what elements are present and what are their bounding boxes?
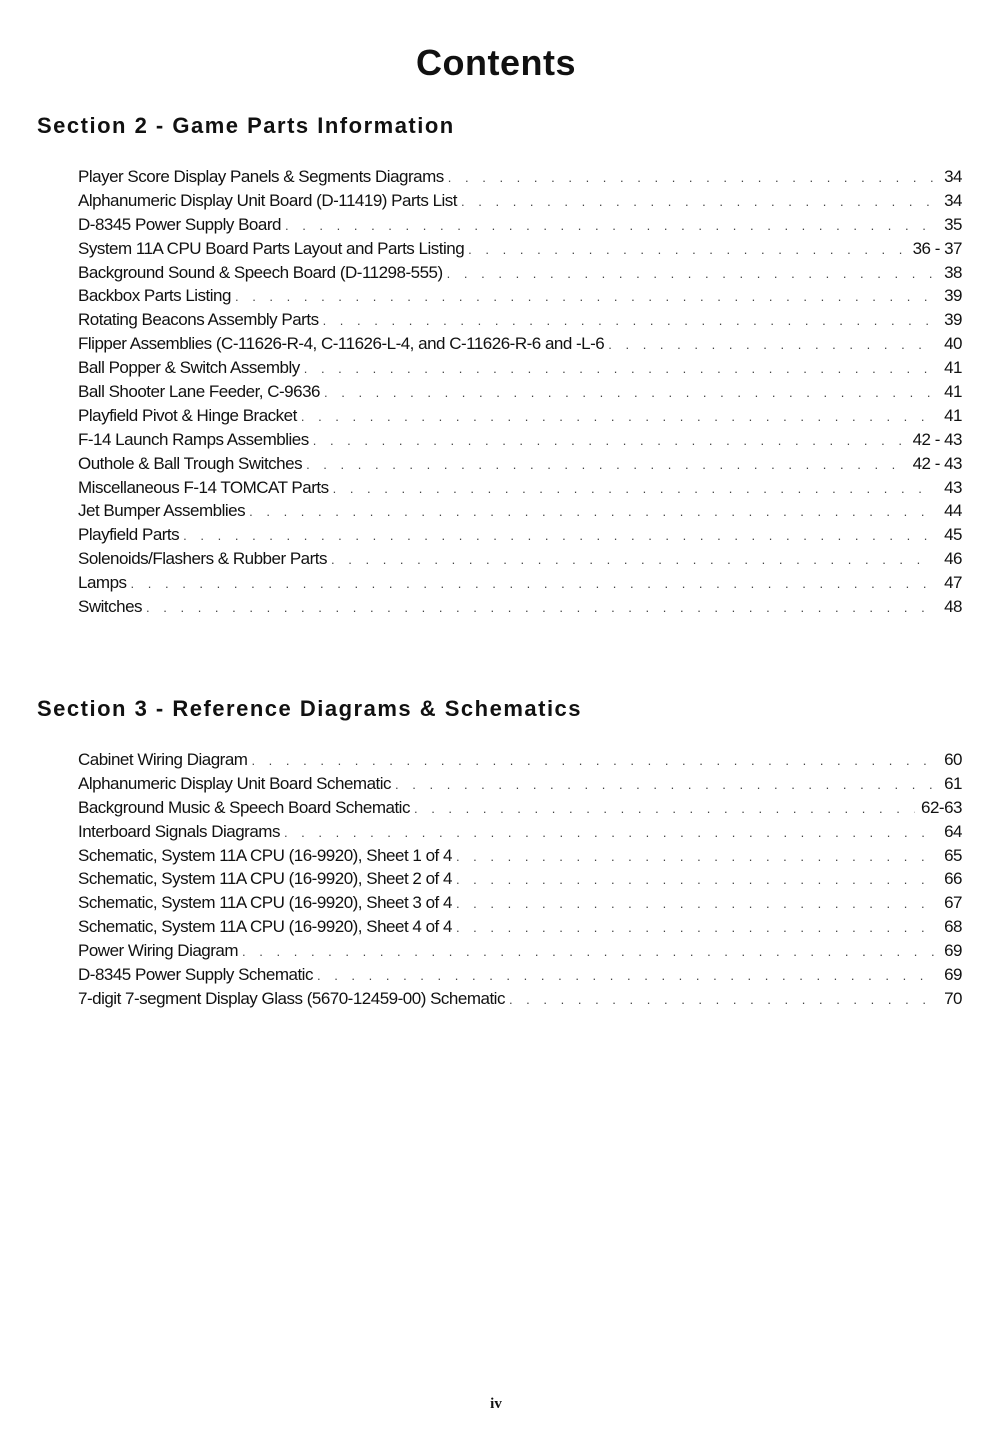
toc-entry-page: 69 [944,965,962,985]
toc-entry-title: Cabinet Wiring Diagram [78,750,248,769]
dot-leader [235,285,934,308]
toc-entry-page: 61 [944,773,962,793]
toc-entry-title: Playfield Pivot & Hinge Bracket [78,405,297,425]
toc-entry-title: Ball Shooter Lane Feeder, C-9636 [78,382,321,402]
toc-entry-page: 42 - 43 [912,453,962,473]
toc-entry-title: Interboard Signals Diagrams [78,821,280,841]
toc-entry-page: 60 [944,750,962,769]
toc-entry-page: 39 [944,310,962,330]
toc-entry-page: 70 [944,988,962,1008]
toc-entry-title: Outhole & Ball Trough Switches [78,453,303,473]
toc-entry-page: 43 [944,477,962,497]
toc-entry-title: D-8345 Power Supply Board [78,214,281,234]
toc-entry-title: Player Score Display Panels & Segments Diagrams [78,167,444,186]
dot-leader [456,892,934,915]
dot-leader [284,821,934,844]
toc-entry-title: Ball Popper & Switch Assembly [78,358,300,378]
toc-entry[interactable] [78,499,962,523]
dot-leader [301,405,934,428]
toc-entry[interactable] [78,189,962,213]
toc-entry-page: 62-63 [921,797,962,817]
toc-entry-page: 44 [944,501,962,521]
toc-entry-page: 34 [944,167,962,186]
toc-entry-title: Solenoids/Flashers & Rubber Parts [78,549,328,569]
dot-leader [456,868,934,891]
toc-entry-page: 45 [944,525,962,545]
toc-entry[interactable] [78,891,962,915]
section-3-heading: Section 3 - Reference Diagrams & Schematics [37,696,583,721]
page-title: Contents [416,42,576,83]
dot-leader [456,916,934,939]
toc-entry-title: F-14 Launch Ramps Assemblies [78,429,309,449]
dot-leader [285,214,934,237]
toc-entry-title: Schematic, System 11A CPU (16-9920), Sheet 3 of 4 [78,893,452,913]
toc-entry[interactable] [78,165,962,189]
toc-entry[interactable] [78,963,962,987]
toc-entry[interactable] [78,796,962,820]
dot-leader [608,333,934,356]
toc-entry[interactable] [78,939,962,963]
toc-entry[interactable] [78,844,962,868]
dot-leader [509,988,934,1011]
toc-entry[interactable] [78,213,962,237]
dot-leader [468,238,906,261]
dot-leader [313,429,907,452]
toc-entry[interactable] [78,452,962,476]
toc-entry-title: Switches [78,597,143,617]
toc-entry[interactable] [78,547,962,571]
toc-entry[interactable] [78,308,962,332]
dot-leader [414,797,915,820]
toc-entry-page: 41 [944,358,962,378]
dot-leader [317,964,934,987]
dot-leader [306,453,906,476]
dot-leader [461,190,934,213]
toc-entry-title: Schematic, System 11A CPU (16-9920), Sheet 2 of 4 [78,869,452,889]
toc-entry[interactable] [78,332,962,356]
toc-entry-page: 65 [944,845,962,865]
toc-entry-page: 34 [944,190,962,210]
page-number: iv [490,1396,502,1412]
toc-entry-title: Lamps [78,573,127,593]
toc-entry-page: 42 - 43 [912,429,962,449]
toc-entry[interactable] [78,428,962,452]
toc-entry-page: 40 [944,334,962,354]
toc-entry-title: Alphanumeric Display Unit Board (D-11419) Parts List [78,190,458,210]
toc-entry-page: 68 [944,917,962,937]
dot-leader [448,166,934,189]
toc-entry-page: 38 [944,262,962,282]
toc-entry[interactable] [78,261,962,285]
toc-entry-page: 35 [944,214,962,234]
dot-leader [146,596,934,619]
toc-entry-title: Background Sound & Speech Board (D-11298-555) [78,262,443,282]
toc-entry-page: 46 [944,549,962,569]
dot-leader [242,940,934,963]
toc-entry-title: Flipper Assemblies (C-11626-R-4, C-11626-L-4, and C-11626-R-6 and -L-6 [78,334,605,354]
dot-leader [251,749,934,772]
toc-entry-title: 7-digit 7-segment Display Glass (5670-12459-00) Schematic [78,988,505,1008]
dot-leader [395,773,934,796]
dot-leader [131,572,934,595]
dot-leader [456,845,934,868]
toc-entry-title: Jet Bumper Assemblies [78,501,246,521]
toc-entry[interactable] [78,987,962,1011]
toc-entry-title: Rotating Beacons Assembly Parts [78,310,319,330]
toc-entry-page: 41 [944,405,962,425]
section-2-toc [78,165,962,619]
toc-entry-title: Playfield Parts [78,525,180,545]
toc-entry-page: 67 [944,893,962,913]
dot-leader [249,500,934,523]
toc-entry-page: 66 [944,869,962,889]
section-2-heading: Section 2 - Game Parts Information [37,113,455,138]
toc-entry-page: 64 [944,821,962,841]
toc-entry[interactable] [78,380,962,404]
dot-leader [447,262,934,285]
toc-entry-page: 36 - 37 [912,238,962,258]
toc-entry[interactable] [78,820,962,844]
toc-entry-page: 48 [944,597,962,617]
toc-entry[interactable] [78,284,962,308]
dot-leader [331,548,934,571]
toc-entry-page: 69 [944,941,962,961]
toc-entry-title: Miscellaneous F-14 TOMCAT Parts [78,477,329,497]
toc-entry-title: Schematic, System 11A CPU (16-9920), Sheet 1 of 4 [78,845,452,865]
toc-entry-title: Schematic, System 11A CPU (16-9920), Sheet 4 of 4 [78,917,452,937]
toc-entry-page: 39 [944,286,962,306]
section-3-toc [78,748,962,1011]
toc-entry[interactable] [78,571,962,595]
dot-leader [323,309,934,332]
toc-entry[interactable] [78,595,962,619]
dot-leader [304,357,934,380]
dot-leader [183,524,934,547]
toc-entry[interactable] [78,476,962,500]
toc-entry[interactable] [78,523,962,547]
dot-leader [333,477,934,500]
toc-entry-title: System 11A CPU Board Parts Layout and Parts Listing [78,238,465,258]
toc-entry[interactable] [78,915,962,939]
toc-entry-title: D-8345 Power Supply Schematic [78,965,313,985]
toc-entry[interactable] [78,356,962,380]
dot-leader [324,381,934,404]
toc-entry[interactable] [78,237,962,261]
toc-entry-page: 41 [944,382,962,402]
toc-entry[interactable] [78,772,962,796]
toc-entry-title: Alphanumeric Display Unit Board Schematic [78,773,392,793]
toc-entry-title: Power Wiring Diagram [78,941,239,961]
toc-entry[interactable] [78,404,962,428]
toc-entry[interactable] [78,867,962,891]
toc-entry-title: Background Music & Speech Board Schematic [78,797,410,817]
toc-entry[interactable] [78,748,962,772]
toc-entry-page: 47 [944,573,962,593]
toc-entry-title: Backbox Parts Listing [78,286,231,306]
